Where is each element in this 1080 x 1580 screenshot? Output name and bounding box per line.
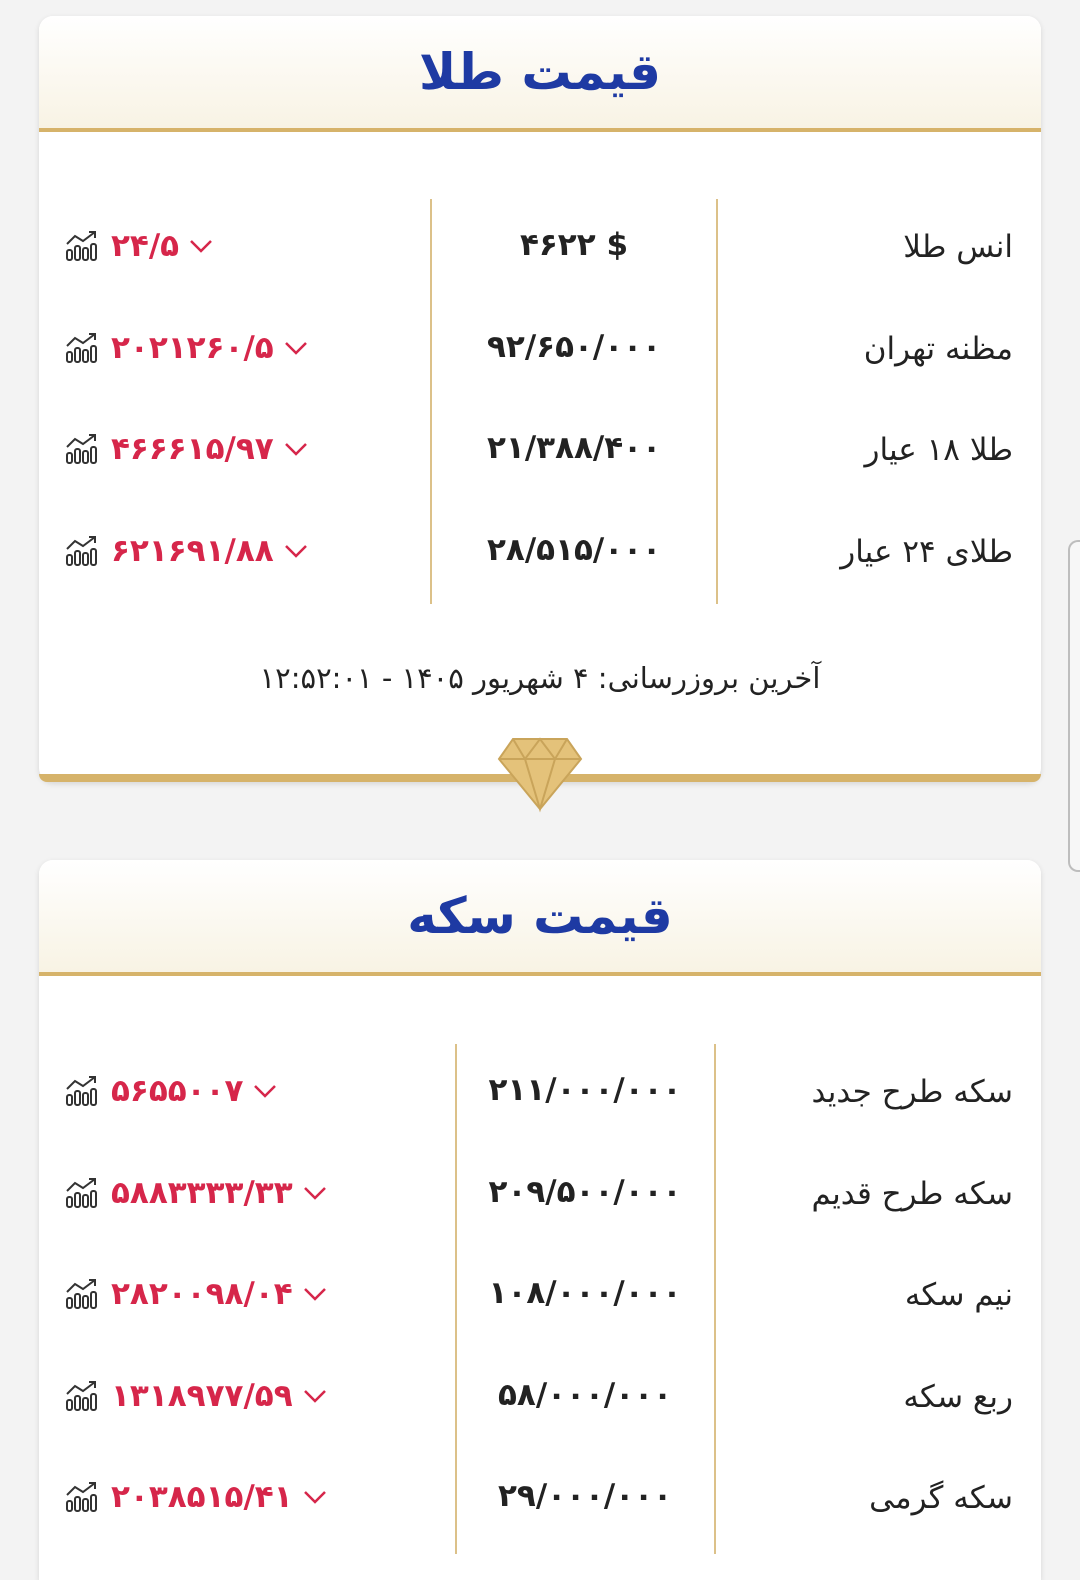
row-label: سکه گرمی	[869, 1480, 1013, 1516]
last-update-text: آخرین بروزرسانی: ۴ شهریور ۱۴۰۵ - ۱۲:۵۲:۰۱	[259, 661, 821, 695]
chevron-down-icon	[253, 1084, 277, 1098]
coin-price-card	[39, 860, 1041, 1580]
row-price: ۵۸/۰۰۰/۰۰۰	[497, 1377, 673, 1413]
row-price: ۲۹/۰۰۰/۰۰۰	[497, 1478, 673, 1514]
row-label: سکه طرح قدیم	[811, 1176, 1013, 1212]
row-price: ۲۱/۳۸۸/۴۰۰	[486, 430, 662, 466]
row-change	[65, 533, 308, 569]
row-price: ۲۰۹/۵۰۰/۰۰۰	[488, 1174, 682, 1210]
column-divider	[455, 1044, 457, 1554]
row-price: $ ۴۶۲۲	[519, 227, 629, 263]
chart-icon[interactable]	[65, 1177, 101, 1209]
chart-icon[interactable]	[65, 332, 101, 364]
change-value: ۶۲۱۶۹۱/۸۸	[111, 533, 274, 569]
row-change	[65, 1479, 327, 1515]
gold-price-card	[39, 16, 1041, 782]
row-price: ۲۸/۵۱۵/۰۰۰	[486, 532, 662, 568]
row-price: ۹۲/۶۵۰/۰۰۰	[486, 329, 662, 365]
change-value: ۵۸۸۳۳۳۳/۳۳	[111, 1175, 293, 1211]
row-label: ربع سکه	[903, 1379, 1013, 1415]
change-value: ۵۶۵۵۰۰۷	[111, 1073, 244, 1109]
chevron-down-icon	[284, 544, 308, 558]
row-label: سکه طرح جدید	[811, 1074, 1013, 1110]
row-change	[65, 1073, 277, 1109]
side-scroll-handle[interactable]	[1068, 540, 1080, 872]
chevron-down-icon	[189, 239, 213, 253]
change-value: ۲۸۲۰۰۹۸/۰۴	[111, 1276, 293, 1312]
gold-card-title: قیمت طلا	[418, 43, 662, 101]
chart-icon[interactable]	[65, 1481, 101, 1513]
chart-icon[interactable]	[65, 1278, 101, 1310]
coin-card-header	[39, 860, 1041, 976]
row-label: نیم سکه	[904, 1277, 1013, 1313]
chevron-down-icon	[303, 1490, 327, 1504]
change-value: ۲۰۲۱۲۶۰/۵	[111, 330, 274, 366]
chevron-down-icon	[303, 1287, 327, 1301]
column-divider	[430, 199, 432, 604]
row-change	[65, 228, 213, 264]
change-value: ۲۴/۵	[111, 228, 180, 264]
row-change	[65, 330, 308, 366]
row-change	[65, 431, 308, 467]
row-change	[65, 1175, 327, 1211]
change-value: ۴۶۶۶۱۵/۹۷	[111, 431, 274, 467]
row-label: طلا ۱۸ عیار	[864, 432, 1013, 468]
chart-icon[interactable]	[65, 1075, 101, 1107]
change-value: ۲۰۳۸۵۱۵/۴۱	[111, 1479, 293, 1515]
coin-card-title: قیمت سکه	[407, 887, 673, 945]
column-divider	[714, 1044, 716, 1554]
chevron-down-icon	[284, 341, 308, 355]
row-label: طلای ۲۴ عیار	[840, 534, 1013, 570]
column-divider	[716, 199, 718, 604]
row-price: ۲۱۱/۰۰۰/۰۰۰	[488, 1072, 682, 1108]
chevron-down-icon	[303, 1186, 327, 1200]
row-change	[65, 1276, 327, 1312]
change-value: ۱۳۱۸۹۷۷/۵۹	[111, 1378, 293, 1414]
chart-icon[interactable]	[65, 1380, 101, 1412]
chevron-down-icon	[284, 442, 308, 456]
row-label: انس طلا	[903, 229, 1013, 265]
gold-card-header	[39, 16, 1041, 132]
chart-icon[interactable]	[65, 535, 101, 567]
row-change	[65, 1378, 327, 1414]
chart-icon[interactable]	[65, 433, 101, 465]
chevron-down-icon	[303, 1389, 327, 1403]
chart-icon[interactable]	[65, 230, 101, 262]
row-price: ۱۰۸/۰۰۰/۰۰۰	[488, 1275, 682, 1311]
diamond-icon	[495, 733, 585, 813]
row-label: مظنه تهران	[863, 331, 1013, 367]
